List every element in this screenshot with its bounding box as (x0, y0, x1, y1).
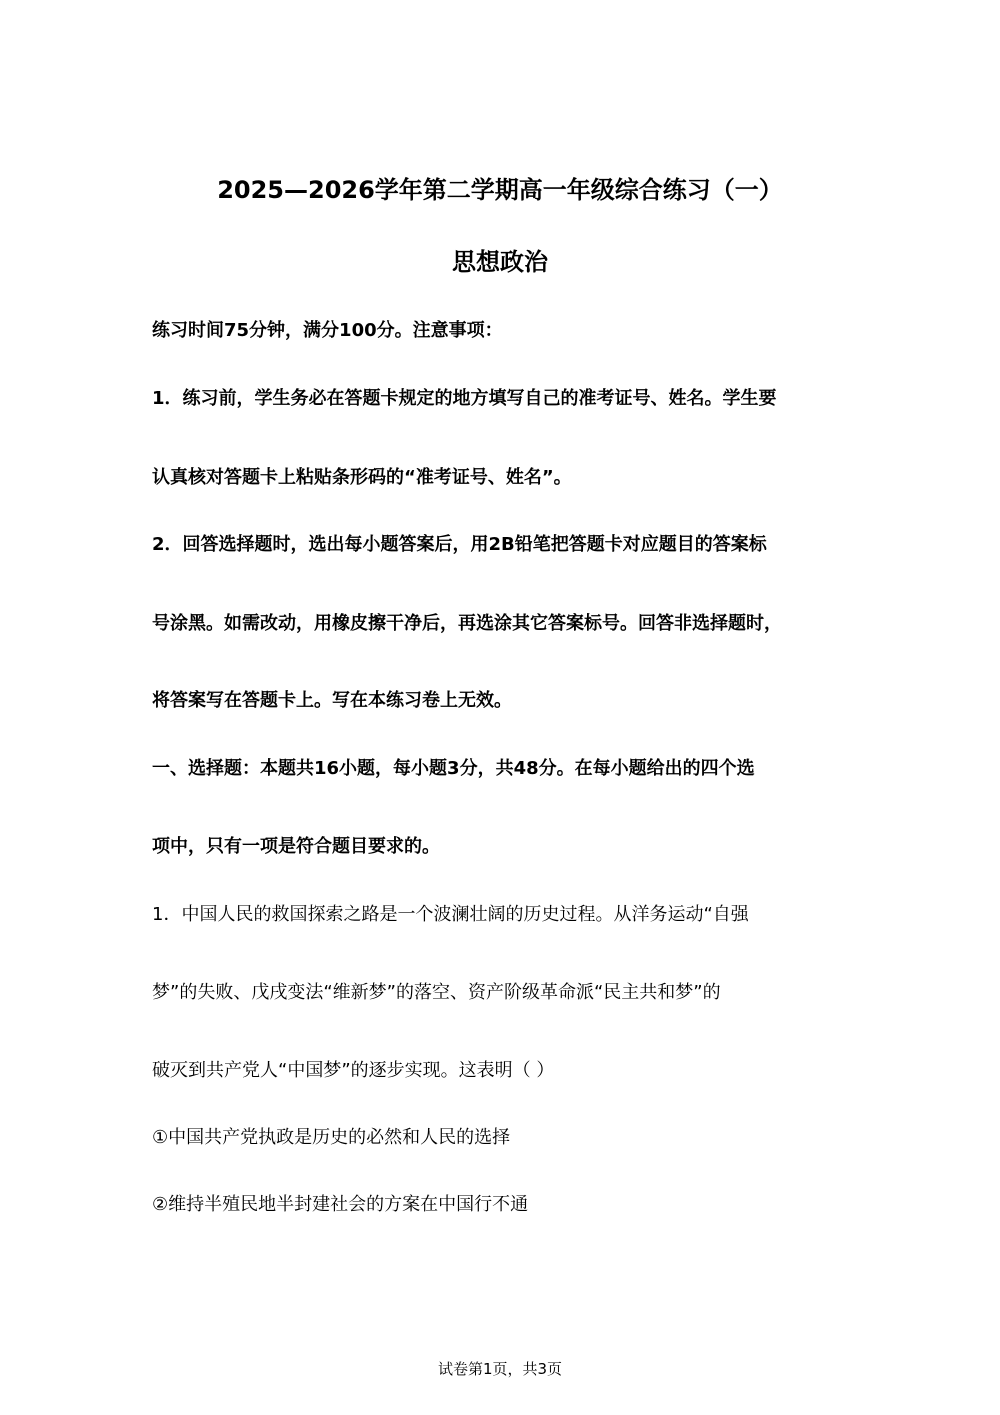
page-footer: 试卷第1页，共3页 (437, 1360, 563, 1378)
section-1-heading-line-1: 一、选择题：本题共16小题，每小题3分，共48分。在每小题给出的四个选 (152, 758, 755, 779)
note-2-line-3: 将答案写在答题卡上。写在本练习卷上无效。 (152, 690, 512, 711)
note-2-line-1: 2．回答选择题时，选出每小题答案后，用2B铅笔把答题卡对应题目的答案标 (152, 534, 767, 555)
question-1-option-1: ①中国共产党执政是历史的必然和人民的选择 (152, 1127, 511, 1148)
question-1-option-2: ②维持半殖民地半封建社会的方案在中国行不通 (152, 1194, 529, 1215)
question-1-line-2: 梦”的失败、戊戌变法“维新梦”的落空、资产阶级革命派“民主共和梦”的 (152, 982, 721, 1003)
section-1-heading-line-2: 项中，只有一项是符合题目要求的。 (152, 836, 440, 857)
exam-title: 2025—2026学年第二学期高一年级综合练习（一） (217, 176, 783, 204)
notes-intro: 练习时间75分钟，满分100分。注意事项： (152, 320, 503, 341)
note-1-line-1: 1．练习前，学生务必在答题卡规定的地方填写自己的准考证号、姓名。学生要 (152, 388, 777, 409)
question-1-line-1: 1．中国人民的救国探索之路是一个波澜壮阔的历史过程。从洋务运动“自强 (152, 904, 749, 925)
question-1-line-3: 破灭到共产党人“中国梦”的逐步实现。这表明（ ） (152, 1060, 555, 1081)
subject-title: 思想政治 (452, 248, 548, 276)
note-1-line-2: 认真核对答题卡上粘贴条形码的“准考证号、姓名”。 (152, 467, 572, 488)
note-2-line-2: 号涂黑。如需改动，用橡皮擦干净后，再选涂其它答案标号。回答非选择题时， (152, 613, 782, 634)
